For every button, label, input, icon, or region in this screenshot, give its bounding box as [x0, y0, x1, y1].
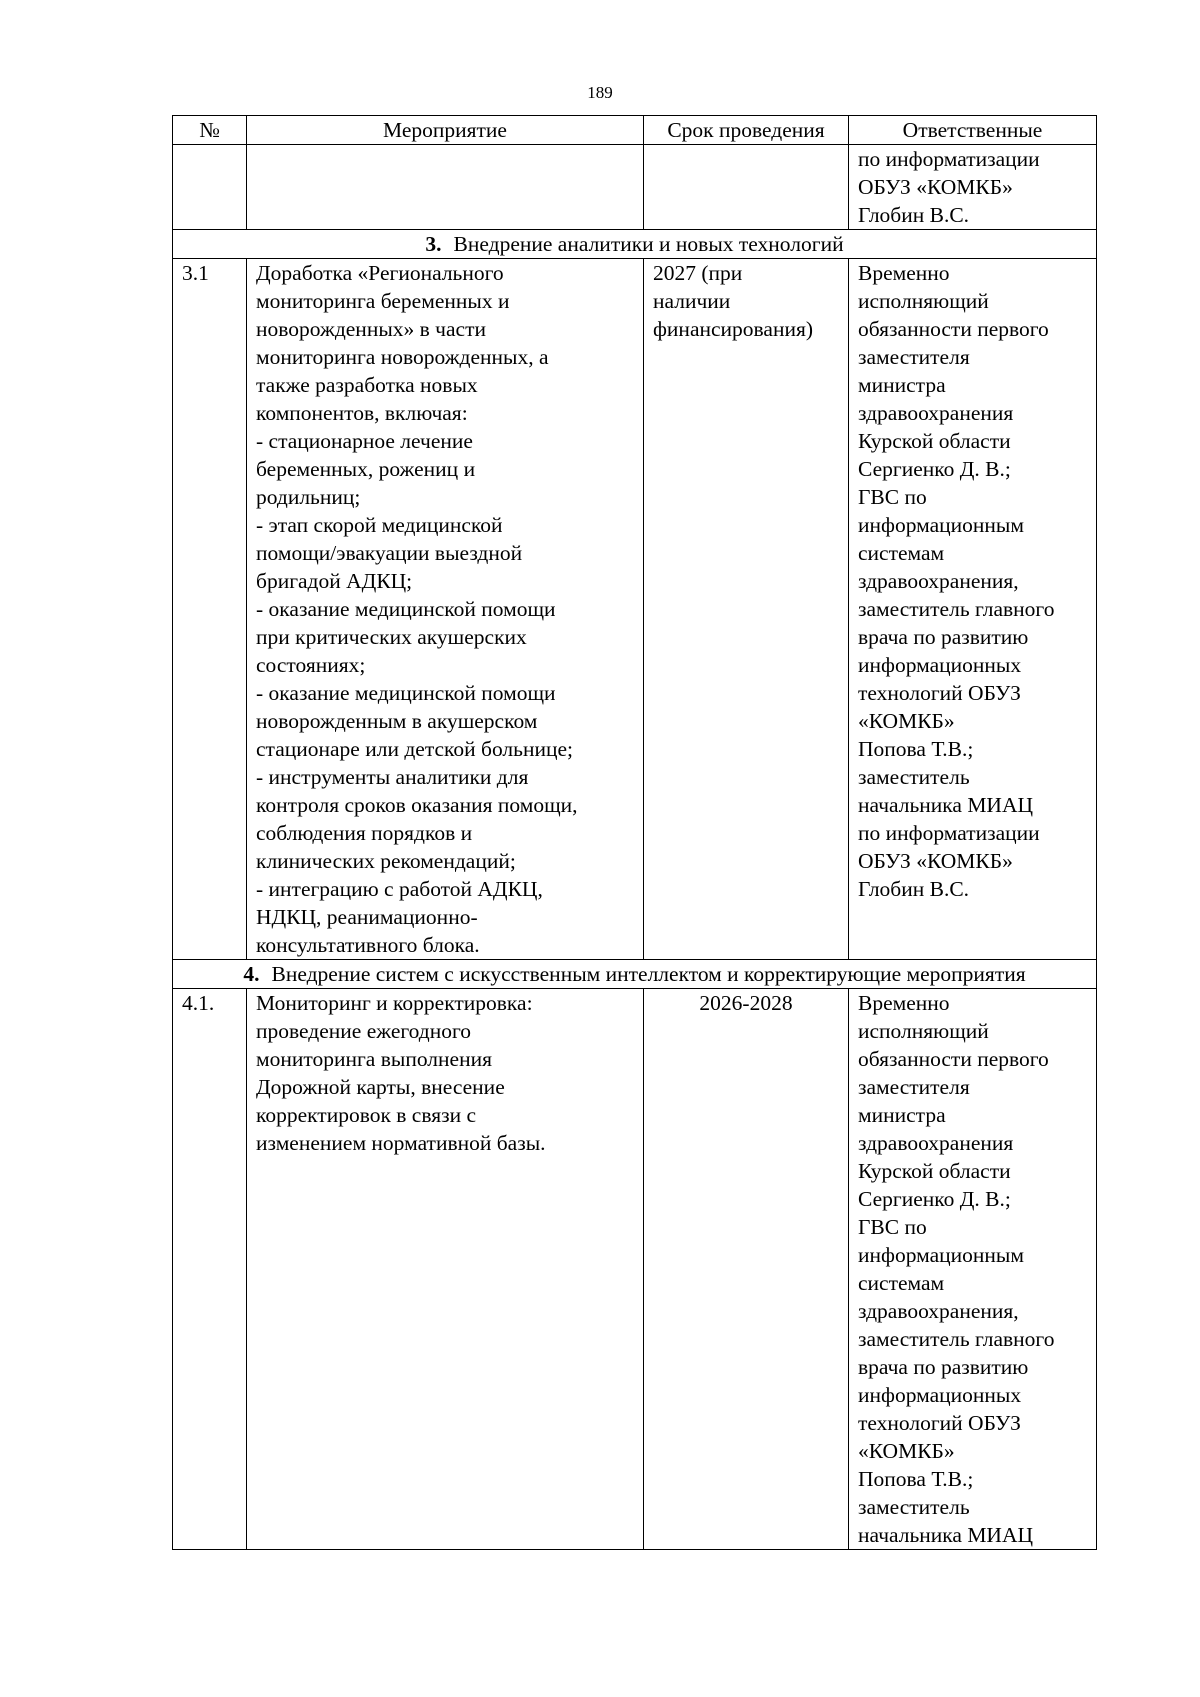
activity-lines [256, 989, 634, 1157]
text-line: Попова Т.В.; [858, 1467, 974, 1491]
cell-responsible [849, 989, 1097, 1550]
text-line: Курской области [858, 429, 1011, 453]
text-line: информационным [858, 513, 1024, 537]
text-line: здравоохранения, [858, 569, 1019, 593]
page-number: 189 [587, 83, 613, 102]
text-line: технологий ОБУЗ [858, 681, 1021, 705]
roadmap-table [172, 115, 1097, 1550]
text-line: также разработка новых [256, 373, 478, 397]
text-line: заместитель главного [858, 597, 1055, 621]
text-line: Временно [858, 261, 950, 285]
text-line: по информатизации [858, 821, 1040, 845]
text-line: министра [858, 1103, 946, 1127]
section-row-4 [173, 960, 1097, 989]
text-line: обязанности первого [858, 1047, 1049, 1071]
cell-number [173, 145, 247, 230]
section-heading-4 [173, 960, 1097, 989]
cell-responsible [849, 145, 1097, 230]
text-line: Попова Т.В.; [858, 737, 974, 761]
text-line: НДКЦ, реанимационно- [256, 905, 478, 929]
cell-term [644, 259, 849, 960]
responsible-lines [858, 145, 1087, 229]
text-line: бригадой АДКЦ; [256, 569, 413, 593]
text-line: Временно [858, 991, 950, 1015]
cell-term: 2026-2028 [644, 989, 849, 1550]
text-line: Сергиенко Д. В.; [858, 457, 1011, 481]
header-responsible: Ответственные [849, 116, 1097, 145]
text-line: «КОМКБ» [858, 709, 955, 733]
cell-activity [247, 259, 644, 960]
table-row-continuation [173, 145, 1097, 230]
text-line: Сергиенко Д. В.; [858, 1187, 1011, 1211]
text-line: Глобин В.С. [858, 877, 970, 901]
table-row-3-1 [173, 259, 1097, 960]
section-row-3 [173, 230, 1097, 259]
text-line: ОБУЗ «КОМКБ» [858, 849, 1013, 873]
text-line: Доработка «Регионального [256, 261, 504, 285]
text-line: «КОМКБ» [858, 1439, 955, 1463]
text-line: родильниц; [256, 485, 361, 509]
text-line: заместитель [858, 1495, 970, 1519]
text-line: министра [858, 373, 946, 397]
text-line: беременных, рожениц и [256, 457, 476, 481]
text-line: системам [858, 1271, 945, 1295]
responsible-lines [858, 259, 1087, 903]
cell-number: 3.1 [173, 259, 247, 960]
text-line: - оказание медицинской помощи [256, 597, 556, 621]
text-line: мониторинга выполнения [256, 1047, 492, 1071]
text-line: изменением нормативной базы. [256, 1131, 546, 1155]
text-line: ОБУЗ «КОМКБ» [858, 175, 1013, 199]
text-line: информационных [858, 653, 1022, 677]
cell-activity [247, 989, 644, 1550]
text-line: здравоохранения, [858, 1299, 1019, 1323]
section-number: 4. [243, 962, 260, 986]
section-heading-3 [173, 230, 1097, 259]
cell-term [644, 145, 849, 230]
text-line: контроля сроков оказания помощи, [256, 793, 578, 817]
text-line: начальника МИАЦ [858, 793, 1034, 817]
responsible-lines [858, 989, 1087, 1549]
text-line: врача по развитию [858, 1355, 1029, 1379]
section-title: Внедрение систем с искусственным интеллектом и корректирующие мероприятия [271, 962, 1026, 986]
text-line: при критических акушерских [256, 625, 527, 649]
header-activity: Мероприятие [247, 116, 644, 145]
text-line: помощи/эвакуации выездной [256, 541, 523, 565]
text-line: состояниях; [256, 653, 366, 677]
text-line: - этап скорой медицинской [256, 513, 503, 537]
text-line: новорожденным в акушерском [256, 709, 538, 733]
table-header-row [173, 116, 1097, 145]
text-line: финансирования) [653, 317, 814, 341]
text-line: ГВС по [858, 1215, 927, 1239]
text-line: Глобин В.С. [858, 203, 970, 227]
text-line: информационным [858, 1243, 1024, 1267]
text-line: 2027 (при [653, 261, 743, 285]
text-line: заместителя [858, 345, 970, 369]
text-line: обязанности первого [858, 317, 1049, 341]
table-row-4-1 [173, 989, 1097, 1550]
text-line: системам [858, 541, 945, 565]
text-line: стационаре или детской больнице; [256, 737, 573, 761]
text-line: Мониторинг и корректировка: [256, 991, 533, 1015]
text-line: наличии [653, 289, 731, 313]
text-line: проведение ежегодного [256, 1019, 471, 1043]
activity-lines [256, 259, 634, 959]
text-line: информационных [858, 1383, 1022, 1407]
text-line: исполняющий [858, 1019, 989, 1043]
text-line: здравоохранения [858, 401, 1014, 425]
text-line: врача по развитию [858, 625, 1029, 649]
text-line: компонентов, включая: [256, 401, 468, 425]
text-line: клинических рекомендаций; [256, 849, 516, 873]
text-line: заместитель главного [858, 1327, 1055, 1351]
text-line: здравоохранения [858, 1131, 1014, 1155]
cell-responsible [849, 259, 1097, 960]
text-line: - интеграцию с работой АДКЦ, [256, 877, 543, 901]
text-line: исполняющий [858, 289, 989, 313]
text-line: - оказание медицинской помощи [256, 681, 556, 705]
text-line: заместитель [858, 765, 970, 789]
text-line: ГВС по [858, 485, 927, 509]
cell-activity [247, 145, 644, 230]
text-line: - стационарное лечение [256, 429, 473, 453]
cell-number: 4.1. [173, 989, 247, 1550]
term-lines [653, 259, 839, 343]
text-line: Курской области [858, 1159, 1011, 1183]
header-term: Срок проведения [644, 116, 849, 145]
text-line: корректировок в связи с [256, 1103, 477, 1127]
text-line: - инструменты аналитики для [256, 765, 529, 789]
text-line: по информатизации [858, 147, 1040, 171]
text-line: мониторинга новорожденных, а [256, 345, 549, 369]
header-number: № [173, 116, 247, 145]
section-number: 3. [425, 232, 442, 256]
text-line: Дорожной карты, внесение [256, 1075, 505, 1099]
section-title: Внедрение аналитики и новых технологий [453, 232, 844, 256]
text-line: начальника МИАЦ [858, 1523, 1034, 1547]
text-line: соблюдения порядков и [256, 821, 473, 845]
text-line: заместителя [858, 1075, 970, 1099]
text-line: консультативного блока. [256, 933, 480, 957]
text-line: мониторинга беременных и [256, 289, 510, 313]
text-line: новорожденных» в части [256, 317, 486, 341]
text-line: технологий ОБУЗ [858, 1411, 1021, 1435]
